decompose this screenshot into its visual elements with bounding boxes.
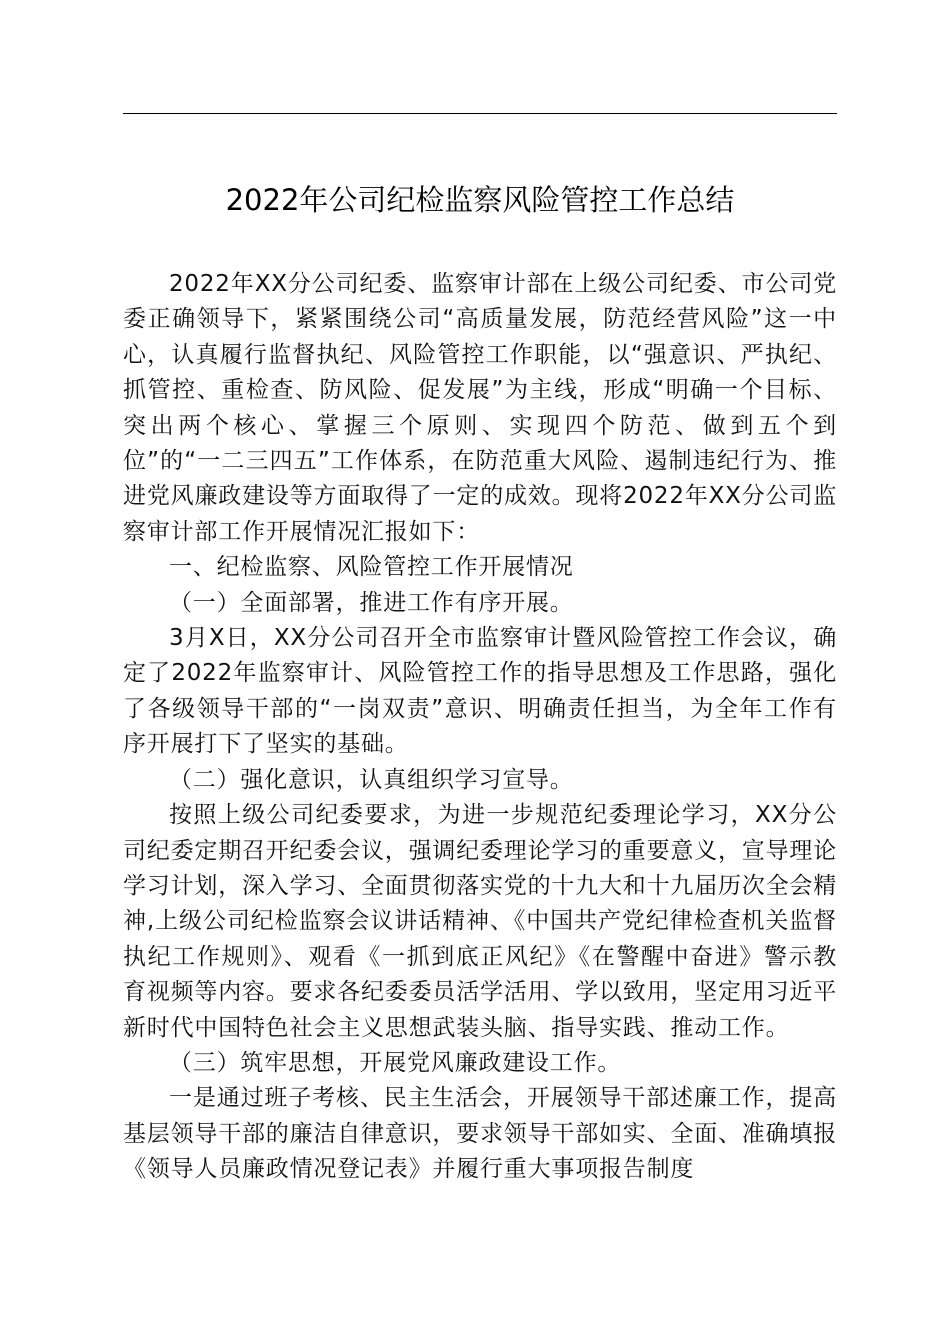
subsection-heading-1: （一）全面部署，推进工作有序开展。	[169, 589, 574, 616]
document-body	[123, 267, 837, 1188]
paragraph-deployment: 3月X日，XX分公司召开全市监察审计暨风险管控工作会议，确定了2022年监察审计、风险管控工作的指导思想及工作思路，强化了各级领导干部的“一岗双责”意识、明确责任担当，为全年工作有序开展打下了坚实的基础。	[123, 625, 837, 758]
header-rule	[123, 113, 837, 114]
subsection-heading-2: （二）强化意识，认真组织学习宣导。	[169, 766, 574, 793]
paragraph-integrity: 一是通过班子考核、民主生活会，开展领导干部述廉工作，提高基层领导干部的廉洁自律意识，要求领导干部如实、全面、准确填报《领导人员廉政情况登记表》并履行重大事项报告制度	[123, 1085, 837, 1183]
document-title: 2022年公司纪检监察风险管控工作总结	[225, 183, 735, 217]
subsection-heading-3: （三）筑牢思想，开展党风廉政建设工作。	[169, 1049, 622, 1076]
paragraph-study: 按照上级公司纪委要求，为进一步规范纪委理论学习，XX分公司纪委定期召开纪委会议，强调纪委理论学习的重要意义，宣导理论学习计划，深入学习、全面贯彻落实党的十九大和十九届历次全会精神,上级公司纪检监察会议讲话精神、《中国共产党纪律检查机关监督执纪工作规则》、观看《一抓到底正风纪》《在警醒中奋进》警示教育视频等内容。要求各纪委委员活学活用、学以致用，坚定用习近平新时代中国特色社会主义思想武装头脑、指导实践、推动工作。	[123, 802, 837, 1041]
section-heading-1: 一、纪检监察、风险管控工作开展情况	[169, 554, 574, 581]
intro-paragraph: 2022年XX分公司纪委、监察审计部在上级公司纪委、市公司党委正确领导下，紧紧围绕公司“高质量发展，防范经营风险”这一中心，认真履行监督执纪、风险管控工作职能，以“强意识、严执纪、抓管控、重检查、防风险、促发展”为主线，形成“明确一个目标、突出两个核心、掌握三个原则、实现四个防范、做到五个到位”的“一二三四五”工作体系，在防范重大风险、遏制违纪行为、推进党风廉政建设等方面取得了一定的成效。现将2022年XX分公司监察审计部工作开展情况汇报如下：	[123, 271, 837, 545]
